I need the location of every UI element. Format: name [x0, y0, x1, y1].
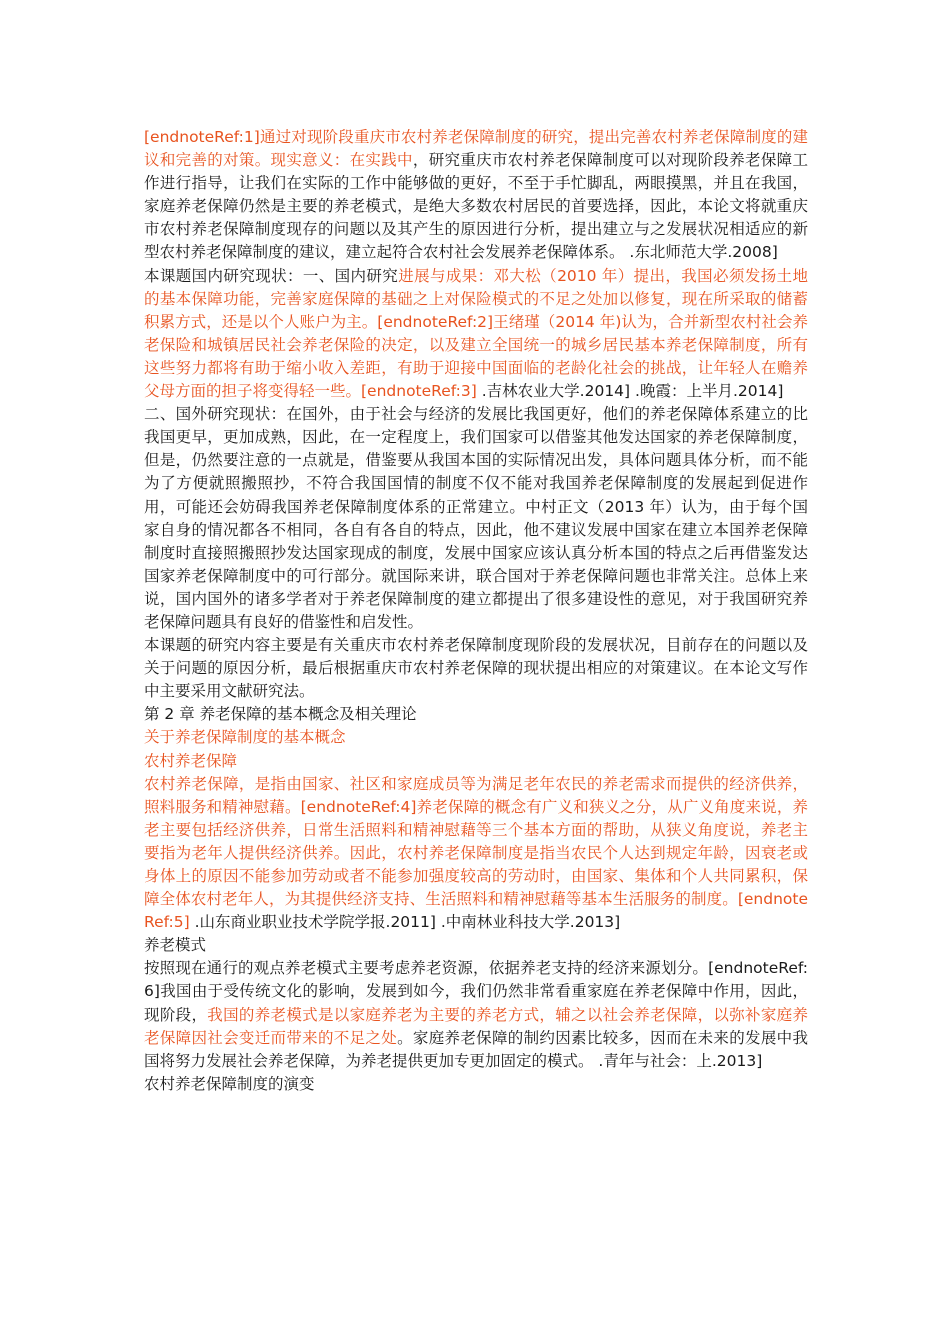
section-heading [144, 934, 808, 957]
paragraph [144, 773, 808, 935]
section-heading [144, 750, 808, 773]
text-run: 本课题国内研究现状：一、国内研究 [144, 266, 399, 285]
highlighted-text: 进展与成果：邓大松（2010 年）提出，我国必须发扬土地的基本保障功能，完善家庭保障的基础之上对保险模式的不足之处加以修复，现在所采取的储蓄积累方式，还是以个人账户为主。[endnoteRef:2]王绪瑾（2014 年)认为，合并新型农村社会养老保险和城镇居民社会养老保险的决定，以及建立全国统一的城乡居民基本养老保障制度，所有这些努力都将有助于缩小收入差距，有助于迎接中国面临的老龄化社会的挑战，让年轻人在赡养父母方面的担子将变得轻一些。[endnoteRef:3] [144, 266, 808, 401]
text-run: 农村养老保障制度的演变 [144, 1074, 315, 1093]
text-run: 。家庭养老保障的制约因素比较多，因而在未来的发展中我国将努力发展社会养老保障，为养老提供更加专更加固定的模式。 .青年与社会：上.2013] [144, 1028, 808, 1070]
highlighted-text: 农村养老保障，是指由国家、社区和家庭成员等为满足老年农民的养老需求而提供的经济供养，照料服务和精神慰藉。[endnoteRef:4]养老保障的概念有广义和狭义之分，从广义角度来说，养老主要包括经济供养，日常生活照料和精神慰藉等三个基本方面的帮助，从狭义角度说，养老主要指为老年人提供经济供养。因此，农村养老保障制度是指当农民个人达到规定年龄，因衰老或身体上的原因不能参加劳动或者不能参加强度较高的劳动时，由国家、集体和个人共同累积，保障全体农村老年人，为其提供经济支持、生活照料和精神慰藉等基本生活服务的制度。[endnoteRef:5] [144, 774, 808, 932]
highlighted-text: [endnoteRef:1]通过对现阶段重庆市农村养老保障制度的研究，提出完善农村养老保障制度的建议和完善的对策。现实意义：在实践中 [144, 128, 808, 170]
highlighted-text: 农村养老保障 [144, 751, 238, 770]
highlighted-text: 我国的养老模式是以家庭养老为主要的养老方式，辅之以社会养老保障，以弥补家庭养老保障因社会变迁而带来的不足之处 [144, 1005, 808, 1047]
text-run: 按照现在通行的观点养老模式主要考虑养老资源，依据养老支持的经济来源划分。[endnoteRef:6]我国由于受传统文化的影响，发展到如今，我们仍然非常看重家庭在养老保障中作用，因此，现阶段， [144, 959, 808, 1024]
text-run: 养老模式 [144, 936, 207, 955]
paragraph [144, 957, 808, 1072]
section-heading [144, 1073, 808, 1096]
text-run: 本课题的研究内容主要是有关重庆市农村养老保障制度现阶段的发展状况，目前存在的问题以及关于问题的原因分析，最后根据重庆市农村养老保障的现状提出相应的对策建议。在本论文写作中主要采用文献研究法。 [144, 636, 808, 701]
paragraph [144, 126, 808, 265]
highlighted-text: 关于养老保障制度的基本概念 [144, 728, 346, 747]
section-heading [144, 726, 808, 749]
paragraph [144, 403, 808, 634]
paragraph [144, 265, 808, 404]
text-run: 第 2 章 养老保障的基本概念及相关理论 [144, 705, 417, 724]
section-heading [144, 703, 808, 726]
text-run: 二、国外研究现状：在国外，由于社会与经济的发展比我国更好，他们的养老保障体系建立的比我国更早，更加成熟，因此，在一定程度上，我们国家可以借鉴其他发达国家的养老保障制度，但是，仍然要注意的一点就是，借鉴要从我国本国的实际情况出发，具体问题具体分析，而不能为了方便就照搬照抄，不符合我国国情的制度不仅不能对我国养老保障制度的发展起到促进作用，可能还会妨碍我国养老保障制度体系的正常建立。中村正文（2013 年）认为，由于每个国家自身的情况都各不相同，各自有各自的特点，因此，他不建议发展中国家在建立本国养老保障制度时直接照搬照抄发达国家现成的制度，发展中国家应该认真分析本国的特点之后再借鉴发达国家养老保障制度中的可行部分。就国际来讲，联合国对于养老保障问题也非常关注。总体上来说，国内国外的诸多学者对于养老保障制度的建立都提出了很多建设性的意见，对于我国研究养老保障问题具有良好的借鉴性和启发性。 [144, 405, 808, 631]
document-body [144, 126, 808, 1096]
text-run: .吉林农业大学.2014] .晚霞：上半月.2014] [476, 382, 784, 401]
paragraph [144, 634, 808, 703]
text-run: ，研究重庆市农村养老保障制度可以对现阶段养老保障工作进行指导，让我们在实际的工作中能够做的更好，不至于手忙脚乱，两眼摸黑，并且在我国，家庭养老保障仍然是主要的养老模式，是绝大多数农村居民的首要选择，因此，本论文将就重庆市农村养老保障制度现存的问题以及其产生的原因进行分析，提出建立与之发展状况相适应的新型农村养老保障制度的建议，建立起符合农村社会发展养老保障体系。 .东北师范大学.2008] [144, 151, 808, 262]
text-run: .山东商业职业技术学院学报.2011] .中南林业科技大学.2013] [189, 913, 621, 932]
